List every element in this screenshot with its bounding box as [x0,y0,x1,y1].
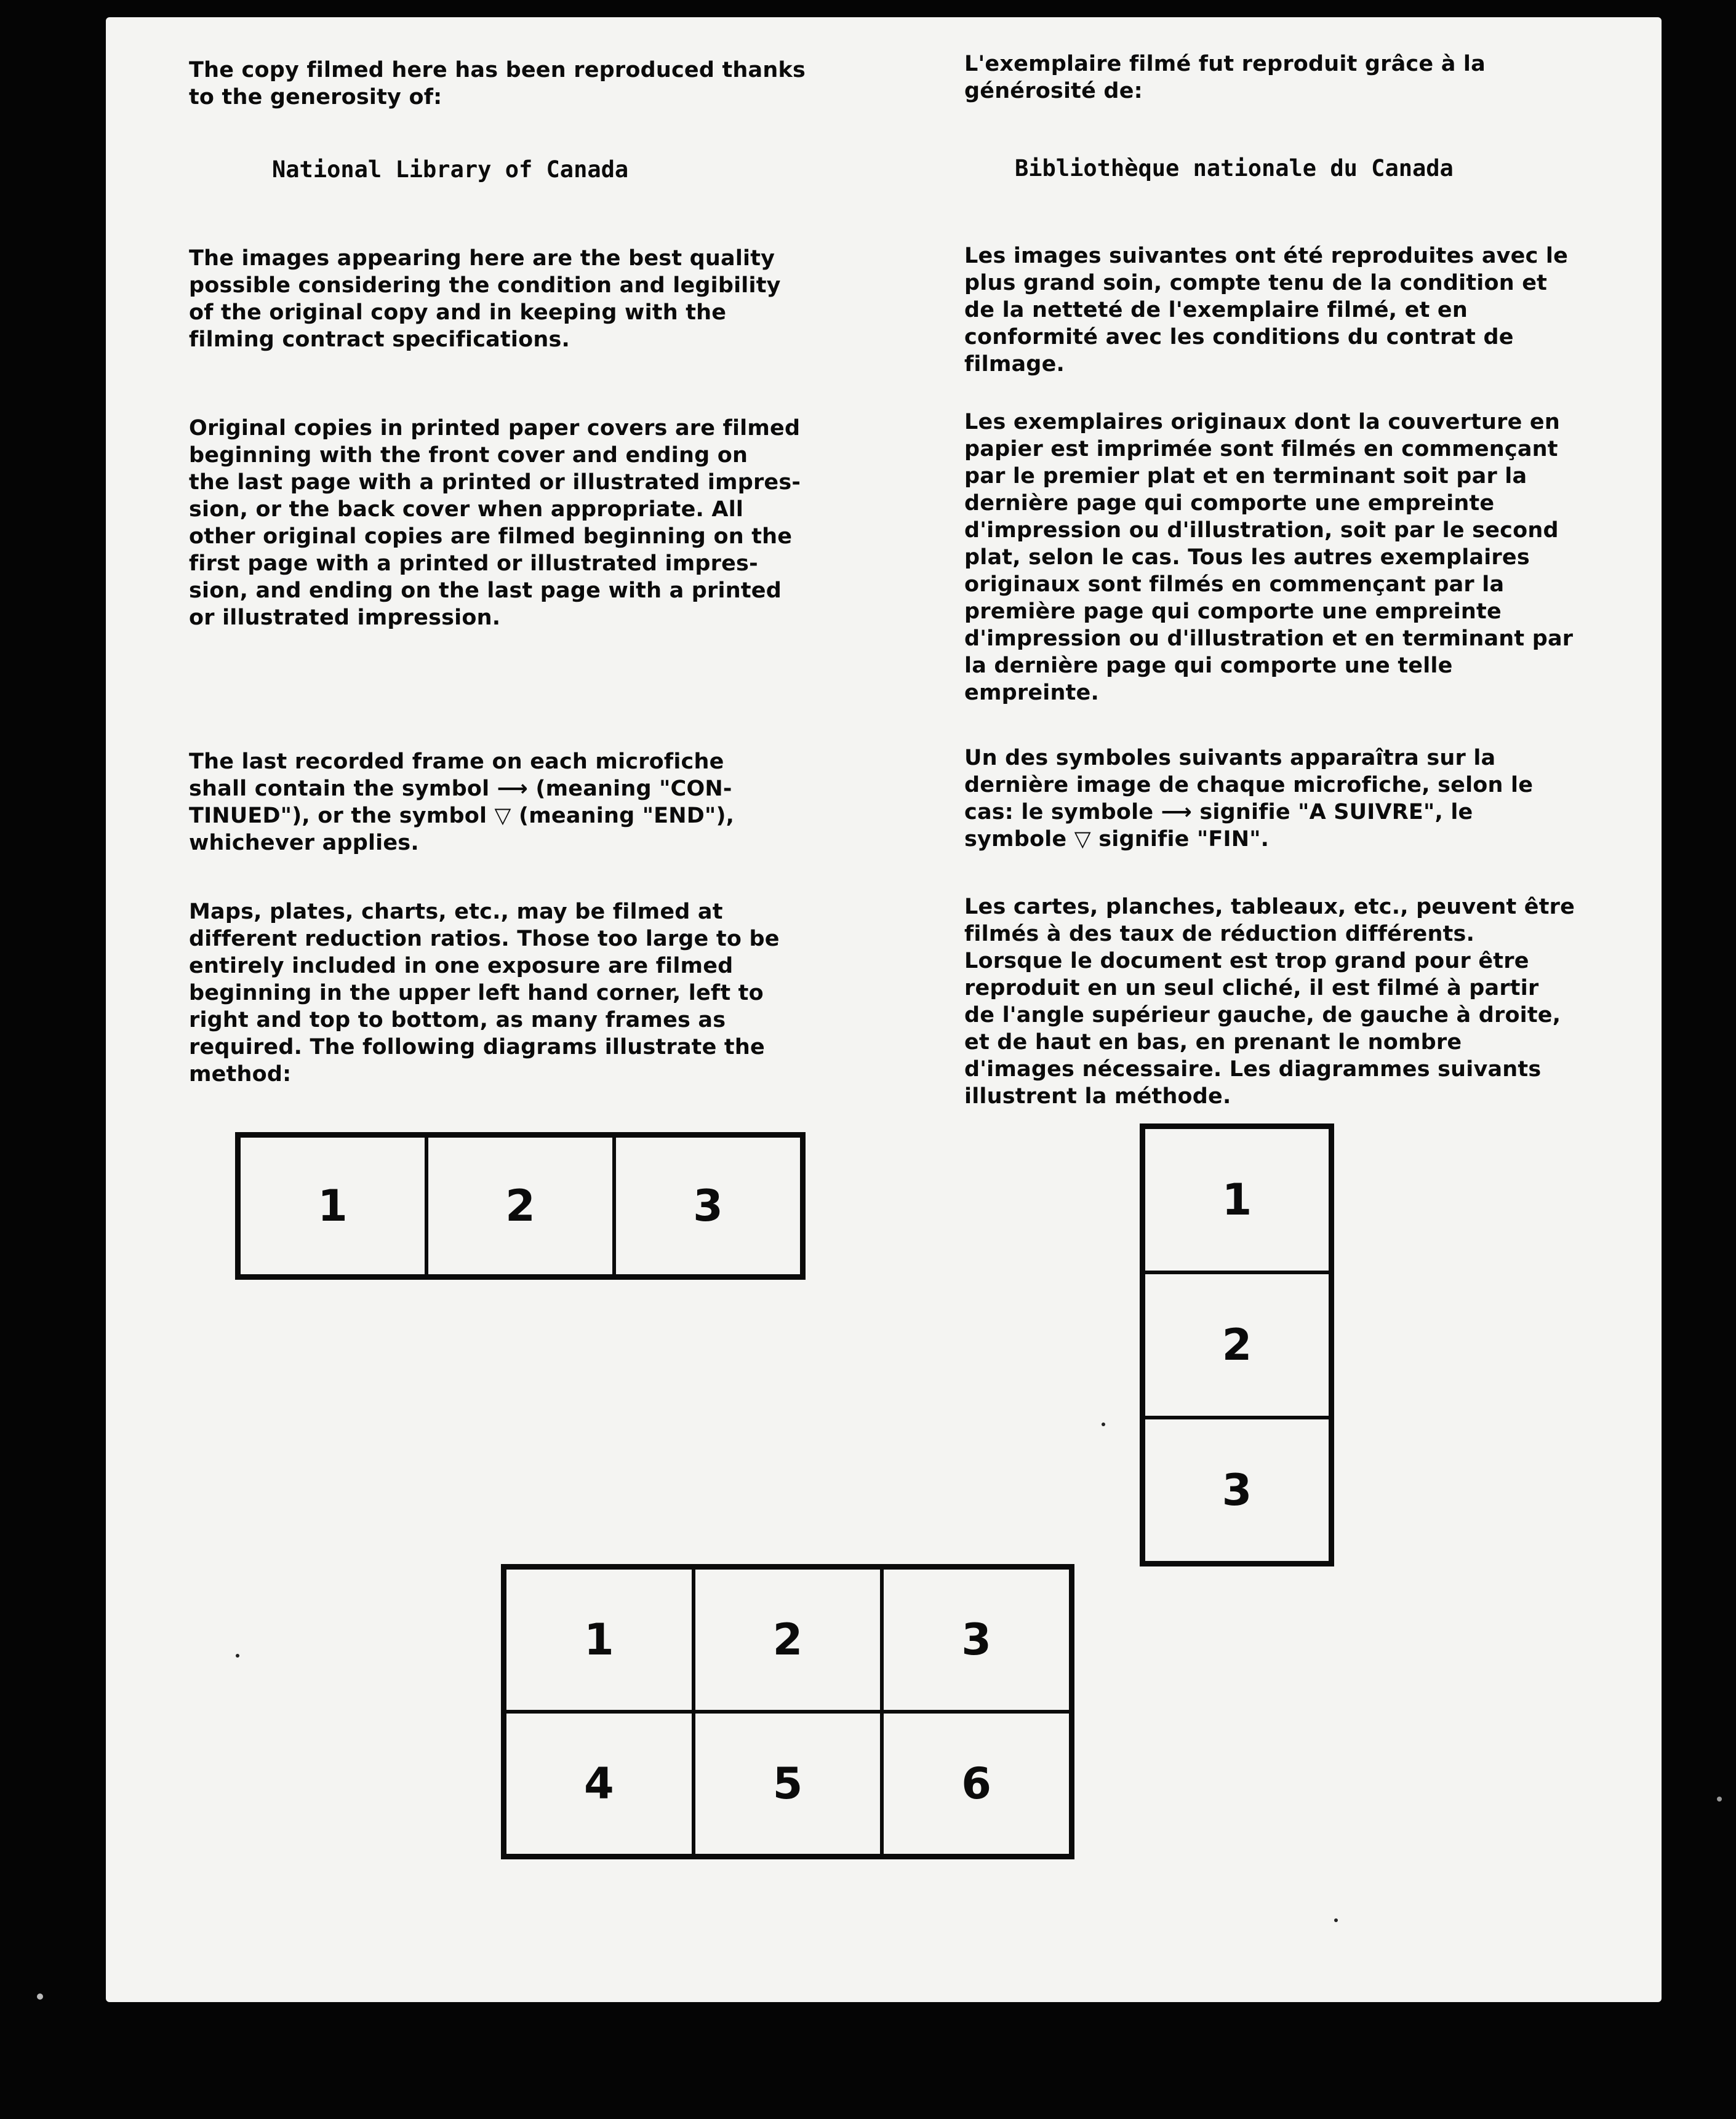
column-frames-diagram [1140,1123,1334,1566]
frame-cell: 3 [882,1568,1071,1712]
originals-text-en: Original copies in printed paper covers are filmed beginning with the front cover and ending on the last page with a printed or illustrated impres- sion, or the back cover when appropriate. All other original copies are filmed beginning on the first page with a printed or illustrated impres- sion, and ending on the last page with a printed or illustrated impression. [189,416,801,630]
quality-text-en: The images appearing here are the best quality possible considering the condition and legibility of the original copy and in keeping with the filming contract specifications. [189,246,781,352]
row-frames-diagram [235,1132,806,1280]
frame-cell: 3 [614,1136,802,1276]
maps-text-fr: Les cartes, planches, tableaux, etc., peuvent être filmés à des taux de réduction différents. Lorsque le document est trop grand pour être reproduit en un seul cliché, il est filmé à partir de l'angle supérieur gauche, de gauche à droite, et de haut en bas, en prenant le nombre d'images nécessaire. Les diagrammes suivants illustrent la méthode. [964,895,1575,1109]
quality-text-fr: Les images suivantes ont été reproduites avec le plus grand soin, compte tenu de la condition et de la netteté de l'exemplaire filmé, et en conformité avec les conditions du contrat de filmage. [964,244,1569,377]
maps-text-en: Maps, plates, charts, etc., may be filmed at different reduction ratios. Those too large to be entirely included in one exposure are filmed beginning in the upper left hand corner, left to right and top to bottom, as many frames as required. The following diagrams illustrate the method: [189,900,780,1087]
dust-speck [37,1993,43,2000]
frame-cell: 4 [505,1712,694,1856]
symbols-text-en: The last recorded frame on each microfiche shall contain the symbol ⟶ (meaning "CON- TINUED"), or the symbol ▽ (meaning "END"), whichever applies. [189,749,735,855]
frame-cell: 6 [882,1712,1071,1856]
frame-cell: 5 [694,1712,882,1856]
symbols-text-fr: Un des symboles suivants apparaîtra sur la dernière image de chaque microfiche, selon le cas: le symbole ⟶ signifie "A SUIVRE", le symbole ▽ signifie "FIN". [964,746,1534,852]
library-name-fr: Bibliothèque nationale du Canada [1015,155,1454,182]
grid-frames-diagram [501,1564,1074,1859]
frame-cell: 2 [694,1568,882,1712]
frame-cell: 1 [1143,1127,1330,1272]
dust-speck [1717,1797,1722,1802]
library-name-en: National Library of Canada [272,156,629,183]
intro-text-en: The copy filmed here has been reproduced thanks to the generosity of: [189,58,806,110]
dust-speck [236,1654,239,1658]
intro-text-fr: L'exemplaire filmé fut reproduit grâce à la générosité de: [964,52,1486,103]
frame-cell: 1 [505,1568,694,1712]
frame-cell: 1 [239,1136,426,1276]
frame-cell: 2 [1143,1272,1330,1418]
originals-text-fr: Les exemplaires originaux dont la couverture en papier est imprimée sont filmés en commençant par le premier plat et en terminant soit par la dernière page qui comporte une empreinte d'impression ou d'illustration, soit par le second plat, selon le cas. Tous les autres exemplaires originaux sont filmés en commençant par la première page qui comporte une empreinte d'impression ou d'illustration et en terminant par la dernière page qui comporte une telle empreinte. [964,410,1574,705]
dust-speck [1102,1423,1105,1426]
frame-cell: 3 [1143,1418,1330,1563]
frame-cell: 2 [426,1136,614,1276]
dust-speck [1334,1918,1338,1922]
